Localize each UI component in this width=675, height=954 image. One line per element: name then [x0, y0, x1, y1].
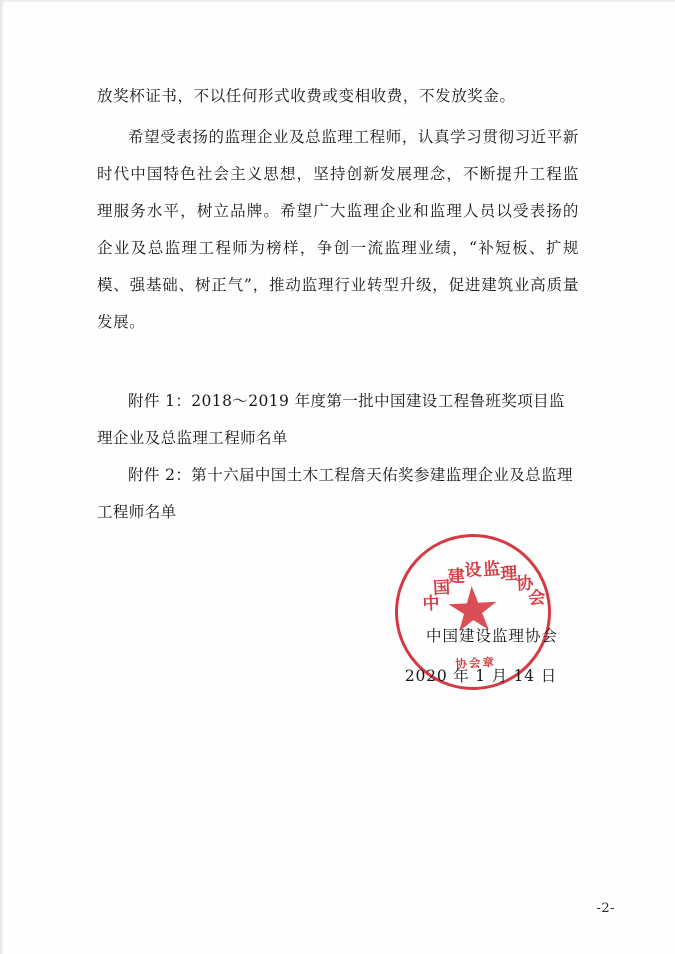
page-number: -2- [596, 901, 615, 916]
seal-bottom-text: 协会章 [455, 654, 497, 671]
signature-organization: 中国建设监理协会 [425, 627, 558, 645]
page-edge-shadow-top [0, 0, 675, 3]
signature-block [97, 559, 579, 736]
signature-date: 2020 年 1 月 14 日 [404, 667, 557, 685]
attachment-item-1: 附件 1：2018～2019 年度第一批中国建设工程鲁班奖项目监理企业及总监理工程师名单 [97, 392, 565, 447]
attachment-list [97, 383, 579, 531]
page-edge-shadow-left [0, 0, 4, 954]
paragraph-main: 希望受表扬的监理企业及总监理工程师，认真学习贯彻习近平新时代中国特色社会主义思想，坚持创新发展理念，不断提升工程监理服务水平，树立品牌。希望广大监理企业和监理人员以受表扬的企业及总监理工程师为榜样，争创一流监理业绩，“补短板、扩规模、强基础、树正气”，推动监理行业转型升级，促进建筑业高质量发展。 [97, 128, 579, 331]
paragraph-continuation: 放奖杯证书，不以任何形式收费或变相收费，不发放奖金。 [97, 87, 516, 105]
attachment-item-2: 附件 2：第十六届中国土木工程詹天佑奖参建监理企业及总监理工程师名单 [97, 466, 573, 521]
seal-arc-text: 中 国 建 设 监 理 协 会 [422, 559, 546, 615]
document-body [97, 78, 579, 531]
